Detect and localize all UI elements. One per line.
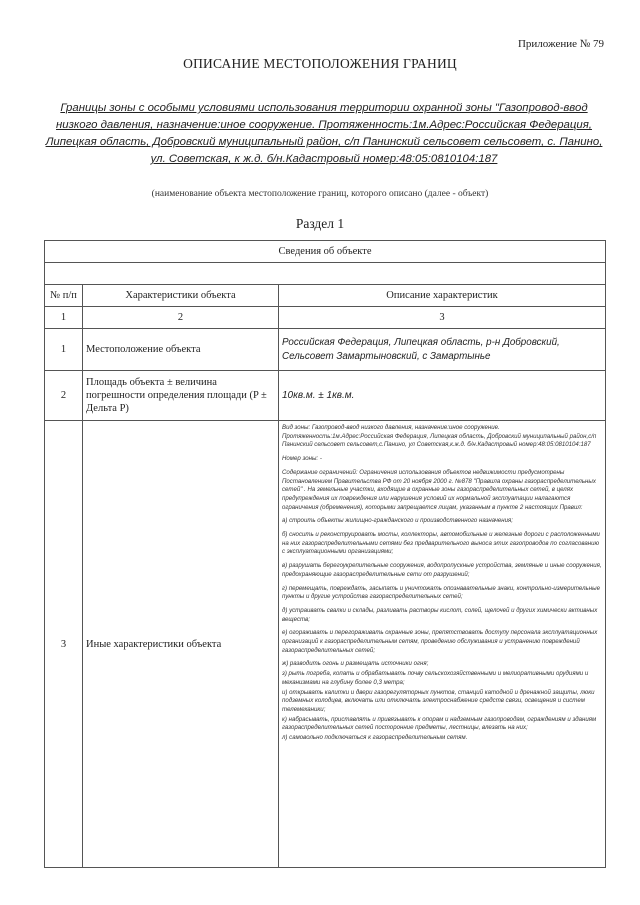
section-title: Раздел 1 xyxy=(295,216,345,231)
page-title: ОПИСАНИЕ МЕСТОПОЛОЖЕНИЯ ГРАНИЦ xyxy=(183,56,457,71)
restriction-paragraph: б) сносить и реконструировать мосты, коллекторы, автомобильные и железные дороги с расположенными на них газораспределительными сетями без предварительного выноса этих газопроводов по согласованию с эксплуатационными организациями; xyxy=(282,531,600,556)
table-spacer-cell xyxy=(45,263,606,285)
object-info-table xyxy=(44,240,606,868)
table-header-row xyxy=(45,285,606,307)
restriction-paragraph: а) строить объекты жилищно-гражданского и производственного назначения; xyxy=(282,517,513,525)
col-header-num: № п/п xyxy=(45,285,83,307)
table-spacer-row xyxy=(45,263,606,285)
restriction-paragraph: Содержание ограничений: Ограничения использования объектов недвижимости предусмотрены Постановлением Правительства РФ от 20 ноября 2000 г. №878 "Правила охраны газораспределительных сетей" . На земельные участки, входящие в охранные зоны газораспределительных сетей, в целях предупреждения их повреждения или нарушения условий их нормальной эксплуатации налагаются ограничения (обременения), которыми запрещается лицам, указанным в пункте 2 настоящих Правил: xyxy=(282,468,596,511)
row-number: 3 xyxy=(45,421,83,868)
restriction-paragraph: з) рыть погреба, копать и обрабатывать почву сельскохозяйственными и мелиоративными орудиями и механизмами на глубину более 0,3 метра; xyxy=(282,670,589,686)
other-characteristics-text xyxy=(279,421,605,743)
restriction-paragraph: ж) разводить огонь и размещать источники огня; xyxy=(282,660,429,668)
row-area-value: 10кв.м. ± 1кв.м. xyxy=(279,371,606,421)
zone-description: Границы зоны с особыми условиями использования территории охранной зоны "Газопровод-ввод низкого давления, назначение:иное сооружение. Протяженность:1м.Адрес:Российская Федерация, Липецкая область, Добровский муниципальный район, с/п Панинский сельсовет сельсовет, с. Панино, ул. Советская, к ж.д. б/н.Кадастровый номер:48:05:0810104:187 xyxy=(45,102,603,165)
other-characteristics-cell xyxy=(279,421,606,868)
table-row xyxy=(45,329,606,371)
appendix-number: Приложение № 79 xyxy=(517,38,604,50)
restriction-paragraph: Номер зоны: - xyxy=(282,455,322,463)
col-number-1: 1 xyxy=(45,307,83,329)
table-row xyxy=(45,371,606,421)
row-characteristic: Площадь объекта ± величина погрешности определения площади (P ± Дельта P) xyxy=(83,371,279,421)
table-caption: Сведения об объекте xyxy=(45,241,606,263)
restriction-paragraph: и) открывать калитки и двери газорегуляторных пунктов, станций катодной и дренажной защиты, люки подземных колодцев, включать или отключать электроснабжение средств связи, освещения и систем телемеханики; xyxy=(282,688,595,713)
col-number-2: 2 xyxy=(83,307,279,329)
restriction-paragraph: е) огораживать и перегораживать охранные зоны, препятствовать доступу персонала эксплуатационных организаций к газораспределительным сетям, проведению обслуживания и устранению повреждений газораспределительных сетей; xyxy=(282,629,598,654)
row-characteristic: Местоположение объекта xyxy=(83,329,279,371)
col-header-description: Описание характеристик xyxy=(279,285,606,307)
column-number-row xyxy=(45,307,606,329)
row-characteristic: Иные характеристики объекта xyxy=(83,421,279,868)
row-number: 1 xyxy=(45,329,83,371)
table-row xyxy=(45,421,606,868)
row-location-value: Российская Федерация, Липецкая область, р-н Добровский, Сельсовет Замартыновский, с Замартынье xyxy=(279,329,606,371)
row-number: 2 xyxy=(45,371,83,421)
restriction-paragraph: л) самовольно подключаться к газораспределительным сетям. xyxy=(282,734,468,742)
col-header-characteristic: Характеристики объекта xyxy=(83,285,279,307)
table-caption-row xyxy=(45,241,606,263)
col-number-3: 3 xyxy=(279,307,606,329)
restriction-paragraph: г) перемещать, повреждать, засыпать и уничтожать опознавательные знаки, контрольно-измерительные пункты и другие устройства газораспределительных сетей; xyxy=(282,584,600,601)
restriction-paragraph: Вид зоны: Газопровод-ввод низкого давления, назначение:иное сооружение. Протяженность:1м.Адрес:Российская Федерация, Липецкая область, Добровский муниципальный район,с/п Панинский сельсовет сельсовет,с.Панино, ул Советская,к.ж.д. б/н.Кадастровый номер:48:05:0810104:187 xyxy=(282,424,597,449)
restriction-paragraph: д) устраивать свалки и склады, разливать растворы кислот, солей, щелочей и других химически активных веществ; xyxy=(282,606,598,623)
restriction-paragraph: в) разрушать берегоукрепительные сооружения, водопропускные устройства, земляные и иные сооружения, предохраняющие газораспределительные сети от разрушений; xyxy=(282,562,602,578)
description-caption: (наименование объекта местоположение границ, которого описано (далее - объект) xyxy=(151,189,489,199)
restriction-paragraph: к) набрасывать, приставлять и привязывать к опорам и надземным газопроводам, ограждениям и зданиям газораспределительных сетей посторонние предметы, лестницы, влезать на них; xyxy=(282,715,597,732)
